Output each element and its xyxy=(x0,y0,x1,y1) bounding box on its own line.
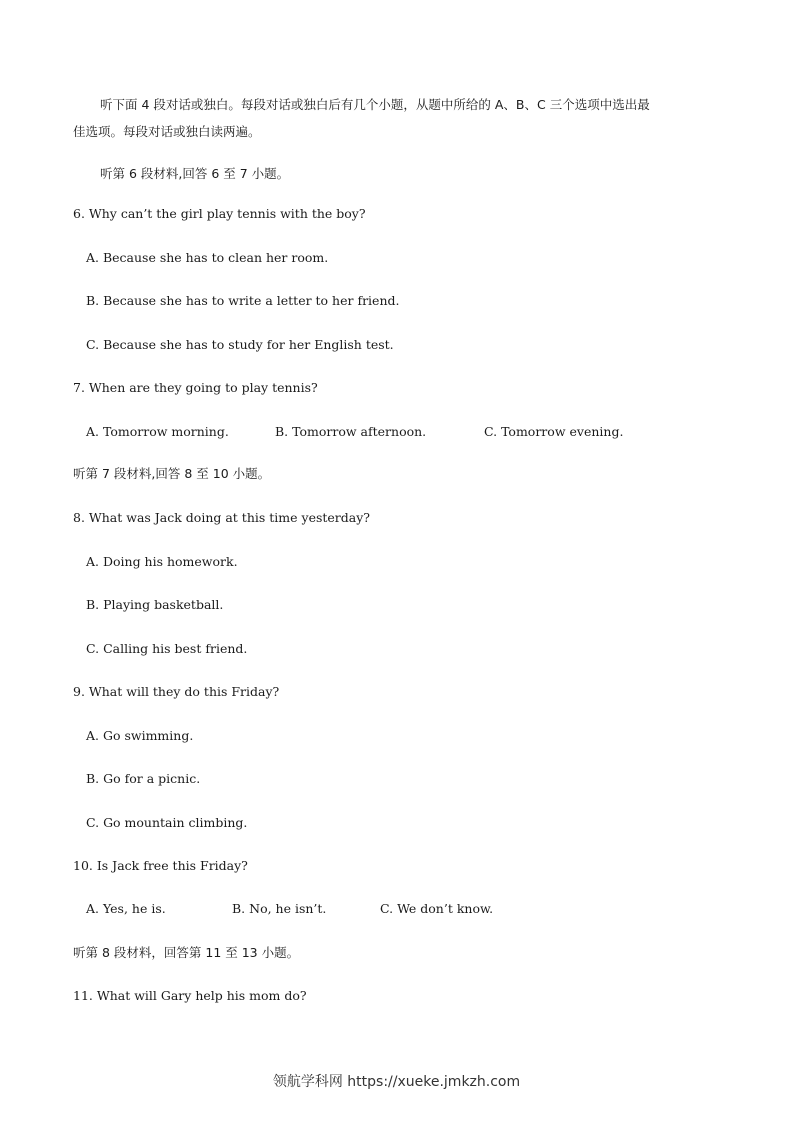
section-8-heading: 听第 8 段材料，回答第 11 至 13 小题。 xyxy=(73,945,300,960)
question-6-option-a: A. Because she has to clean her room. xyxy=(86,250,329,265)
question-10-option-a: A. Yes, he is. xyxy=(86,901,166,916)
question-9-option-c: C. Go mountain climbing. xyxy=(86,815,248,830)
question-8-option-a: A. Doing his homework. xyxy=(86,554,238,569)
question-6-option-c: C. Because she has to study for her English test. xyxy=(86,337,394,352)
question-7-option-c: C. Tomorrow evening. xyxy=(484,424,624,439)
question-10: 10. Is Jack free this Friday? xyxy=(73,858,248,873)
question-11: 11. What will Gary help his mom do? xyxy=(73,988,307,1003)
question-9: 9. What will they do this Friday? xyxy=(73,684,280,699)
question-8-option-c: C. Calling his best friend. xyxy=(86,641,248,656)
question-7: 7. When are they going to play tennis? xyxy=(73,380,318,395)
instructions-line-1: 听下面 4 段对话或独白。每段对话或独白后有几个小题，从题中所给的 A、B、C 三个选项中选出最 xyxy=(100,97,650,112)
question-8-option-b: B. Playing basketball. xyxy=(86,597,224,612)
question-6: 6. Why can’t the girl play tennis with the boy? xyxy=(73,206,366,221)
footer-watermark: 领航学科网 https://xueke.jmkzh.com xyxy=(272,1074,521,1090)
section-6-heading: 听第 6 段材料,回答 6 至 7 小题。 xyxy=(100,166,290,181)
section-7-heading: 听第 7 段材料,回答 8 至 10 小题。 xyxy=(73,466,271,481)
question-6-option-b: B. Because she has to write a letter to her friend. xyxy=(86,293,400,308)
question-10-option-b: B. No, he isn’t. xyxy=(232,901,327,916)
question-10-option-c: C. We don’t know. xyxy=(380,901,494,916)
question-9-option-b: B. Go for a picnic. xyxy=(86,771,201,786)
question-8: 8. What was Jack doing at this time yesterday? xyxy=(73,510,370,525)
question-7-option-b: B. Tomorrow afternoon. xyxy=(275,424,427,439)
question-9-option-a: A. Go swimming. xyxy=(86,728,194,743)
question-7-option-a: A. Tomorrow morning. xyxy=(86,424,229,439)
instructions-line-2: 佳选项。每段对话或独白读两遍。 xyxy=(73,124,261,139)
